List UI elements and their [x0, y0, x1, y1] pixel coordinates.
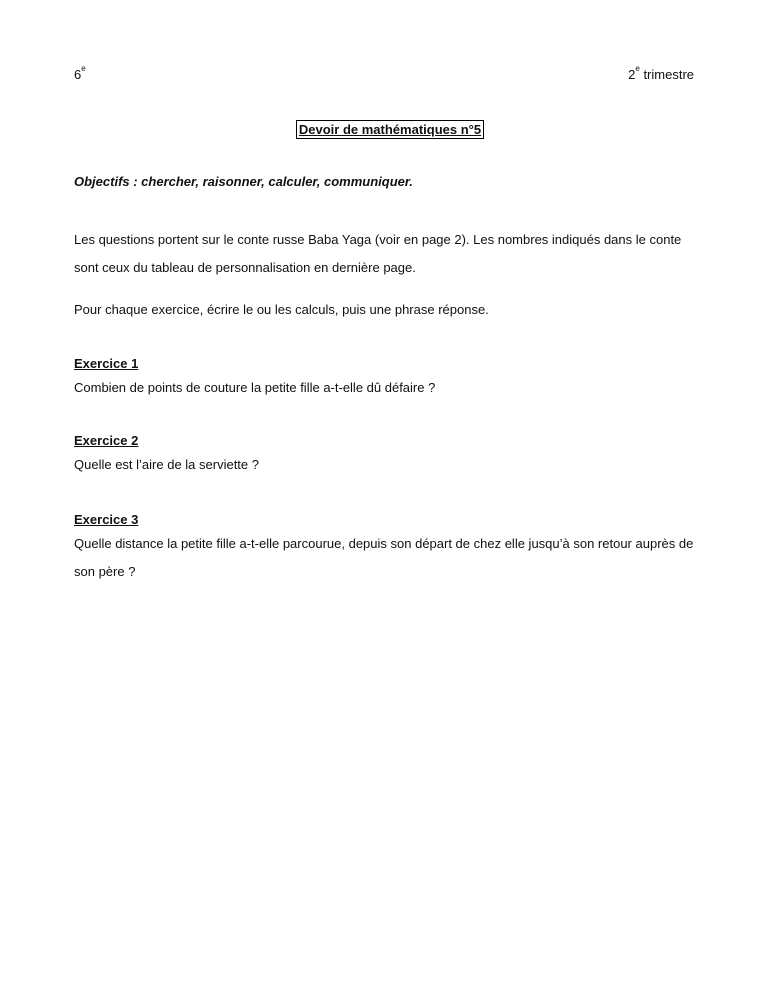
exercise-2 — [74, 431, 704, 479]
trimester-label — [628, 64, 694, 82]
trimester-number: 2 — [628, 67, 636, 82]
exercise-3-question: Quelle distance la petite fille a-t-elle parcourue, depuis son départ de chez elle jusqu’à son retour auprès de son père ? — [74, 536, 694, 579]
exercise-1-title: Exercice 1 — [74, 356, 139, 371]
intro-paragraph: Les questions portent sur le conte russe Baba Yaga (voir en page 2). Les nombres indiqués dans le conte sont ceux du tableau de personnalisation en dernière page. — [74, 232, 682, 275]
trimester-text: trimestre — [639, 67, 694, 82]
trimester-superscript: e — [635, 64, 640, 73]
exercise-3 — [74, 510, 704, 586]
objectives-line: Objectifs : chercher, raisonner, calculer, communiquer. — [74, 174, 413, 189]
grade-superscript: e — [81, 64, 86, 73]
exercise-1-question: Combien de points de couture la petite fille a-t-elle dû défaire ? — [74, 380, 436, 395]
instruction-paragraph: Pour chaque exercice, écrire le ou les calculs, puis une phrase réponse. — [74, 302, 489, 317]
exercise-2-question: Quelle est l’aire de la serviette ? — [74, 457, 259, 472]
exercise-1 — [74, 354, 704, 402]
exercise-3-title: Exercice 3 — [74, 512, 139, 527]
grade-label — [74, 64, 86, 82]
title-container — [0, 120, 768, 139]
grade-number: 6 — [74, 67, 82, 82]
exercise-2-title: Exercice 2 — [74, 433, 139, 448]
page-title: Devoir de mathématiques n°5 — [296, 120, 484, 139]
